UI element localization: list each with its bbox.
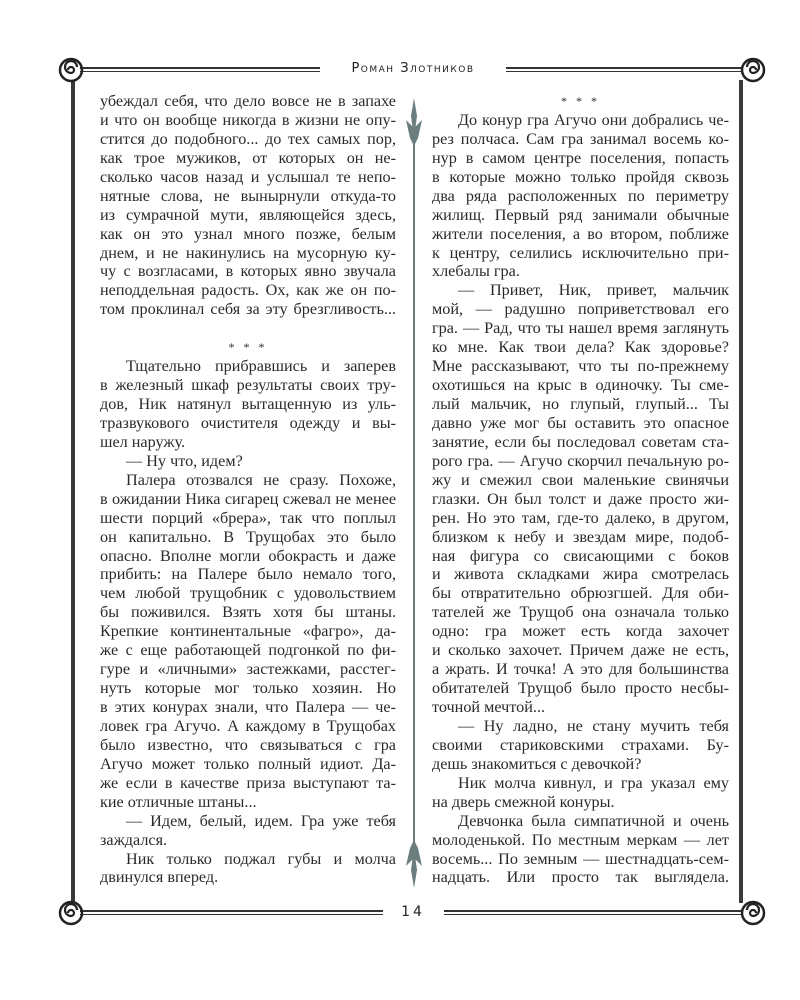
text-column-left [100, 92, 396, 887]
text-line: же с еще работающей подгонкой по фи- [100, 641, 396, 660]
text-line: гуре и «личными» застежками, расстег- [100, 660, 396, 679]
text-line: ловек гра Агучо. А каждому в Трущобах [100, 716, 396, 735]
text-line: одно: гра может есть когда захочет [432, 622, 729, 641]
text-line: мой, — радушно поприветствовал его [432, 300, 729, 319]
text-line: близком к небу и звездам мире, подоб- [432, 527, 729, 546]
column-divider-ornament [404, 98, 424, 888]
text-line: он капитально. В Трущобах это было [100, 527, 396, 546]
text-line: неподдельная радость. Ох, как же он по- [100, 281, 396, 300]
text-line: шел наружу. [100, 432, 186, 451]
text-line: ко мне. Как твои дела? Как здоровье? [432, 338, 729, 357]
spiral-ornament-icon [740, 900, 766, 926]
text-line: дов, Ник натянул вытащенную из уль- [100, 395, 396, 413]
text-line: глазки. Он был толст и даже просто жи- [432, 489, 729, 508]
text-line: жу и смежил свои маленькие свинячьи [432, 470, 729, 489]
text-line: нуть которые мог только хозяин. Но [100, 679, 396, 698]
text-line: Тщательно прибравшись и заперев [126, 357, 396, 376]
text-line: дешь знакомиться с девочкой? [432, 754, 642, 773]
text-line: из сумрачной мути, являющейся здесь, [100, 205, 396, 224]
text-line: тателей же Трущоб она означала только [432, 603, 729, 622]
text-line: До конур гра Агучо они добрались че- [458, 110, 729, 129]
text-line: рого гра. — Агучо скорчил печальную ро- [432, 451, 729, 470]
text-line: в которые можно только пройдя сквозь [432, 167, 729, 186]
text-line: своими стариковскими страхами. Бу- [432, 735, 729, 754]
text-line: обитателей Трущоб было просто несбы- [432, 679, 729, 698]
text-line: и живота складками жира смотрелась [432, 565, 729, 584]
text-line: тразвукового очистителя одежду и вы- [100, 413, 396, 432]
text-line: в ожидании Ника сигарец сжевал не менее [100, 489, 396, 508]
text-line: шести порций «брера», так что поплыл [100, 508, 396, 527]
spiral-ornament-icon [740, 57, 766, 83]
text-line: охотишься на крыс в одиночку. Ты сме- [432, 376, 729, 395]
text-line: молоденькой. По местным меркам — лет [432, 830, 729, 849]
text-line: — Ну что, идем? [126, 451, 243, 470]
text-line: в этих конурах знали, что Палера — че- [100, 698, 396, 716]
text-line: нятные слова, не вынырнули откуда-то [100, 186, 396, 205]
text-line: жители поселения, а во втором, поближе [432, 224, 729, 243]
text-line: точной мечтой... [432, 698, 546, 716]
text-line: и сколько захочет. Причем даже не есть, [432, 641, 729, 660]
text-line: жилищ. Первый ряд занимали обычные [432, 205, 729, 224]
text-line: Ник только поджал губы и молча [126, 849, 396, 868]
text-line: Ник молча кивнул, и гра указал ему [458, 773, 729, 792]
text-line: к центру, селились исключительно при- [432, 243, 729, 262]
text-line: — Привет, Ник, привет, мальчик [458, 281, 729, 300]
text-line: заждался. [100, 830, 168, 849]
text-line [100, 319, 396, 338]
text-line: Мне рассказывают, что ты по-прежнему [432, 357, 729, 376]
text-line: опасно. Вполне могли обокрасть и даже [100, 546, 396, 565]
text-line: занятие, если бы последовал советам ста- [432, 432, 729, 451]
spiral-ornament-icon [58, 900, 84, 926]
text-line: гра. — Рад, что ты нашел время заглянуть [432, 319, 729, 338]
text-line: кие отличные штаны... [100, 792, 257, 811]
text-line: прибить: на Палере было немало того, [100, 565, 396, 584]
text-line: восемь... По земным — шестнадцать-сем- [432, 849, 729, 868]
text-line: ная фигура со свисающими с боков [432, 546, 729, 565]
spiral-ornament-icon [58, 57, 84, 83]
text-line: Агучо может только полный идиот. Да- [100, 754, 396, 773]
text-line: чу с возгласами, в которых явно звучала [100, 262, 396, 281]
text-line: давно уже мог бы оставить это опасное [432, 413, 729, 432]
running-header-author: Роман Злотников [351, 61, 475, 76]
text-line: лый мальчик, но глупый, глупый... Ты [432, 395, 729, 413]
text-line: и что он вообще никогда в жизни не опу- [100, 110, 396, 129]
text-line: Крепкие континентальные «фагро», да- [100, 622, 396, 641]
text-line: — Ну ладно, не стану мучить тебя [458, 716, 729, 735]
section-break-asterisks: * * * [561, 94, 600, 108]
text-line: а жрать. И точка! А это для большинства [432, 660, 729, 679]
section-break-asterisks: * * * [228, 340, 268, 355]
text-line: сколько часов назад и услышал те непо- [100, 167, 396, 186]
text-line: бы отвратительно обрюзгшей. Для оби- [432, 584, 729, 603]
text-line: Палера отозвался не сразу. Похоже, [126, 470, 396, 489]
text-line: рез полчаса. Сам гра занимал восемь ко- [432, 129, 729, 148]
text-line: нур в самом центре поселения, попасть [432, 148, 729, 167]
text-line: том проклинал себя за эту брезгливость... [100, 300, 396, 319]
text-line: в железный шкаф результаты своих тру- [100, 376, 396, 395]
frame-left-border [71, 80, 75, 903]
text-line: хлебалы гра. [432, 262, 520, 281]
text-column-right [432, 92, 729, 887]
page-number: 14 [401, 904, 425, 920]
text-line: — Идем, белый, идем. Гра уже тебя [126, 811, 396, 830]
text-line: бы поживился. Взять хотя бы штаны. [100, 603, 396, 622]
text-line: на дверь смежной конуры. [432, 792, 615, 811]
text-line: два ряда расположенных по периметру [432, 186, 729, 205]
text-line: стится до подобного... до тех самых пор, [100, 129, 396, 148]
text-line: чем любой трущобник с удовольствием [100, 584, 396, 603]
text-line: рен. Но это там, где-то далеко, в другом, [432, 508, 729, 527]
text-line: было известно, что связываться с гра [100, 735, 396, 754]
text-line: Девчонка была симпатичной и очень [458, 811, 729, 830]
text-line: убеждал себя, что дело вовсе не в запахе [100, 92, 396, 110]
text-line: как он это узнал много позже, белым [100, 224, 396, 243]
text-line: же если в качестве приза выступают та- [100, 773, 396, 792]
text-line: как трое мужиков, от которых он не- [100, 148, 396, 167]
text-line: надцать. Или просто так выглядела. [432, 868, 729, 887]
text-line: двинулся вперед. [100, 868, 219, 887]
frame-right-border [739, 80, 743, 903]
text-line: днем, и не накинулись на мусорную ку- [100, 243, 396, 262]
